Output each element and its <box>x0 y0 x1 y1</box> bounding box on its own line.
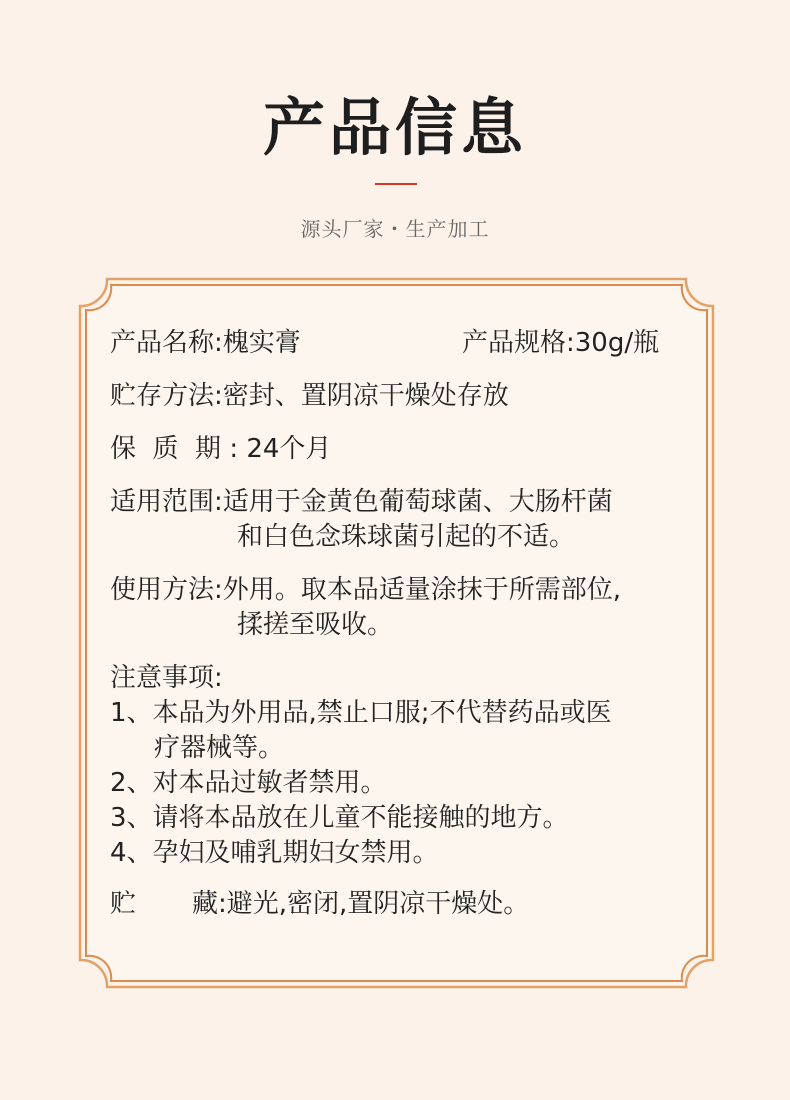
usage-line-2: 揉搓至吸收。 <box>237 610 394 640</box>
storage-row <box>110 887 700 922</box>
note-item-3 <box>110 801 700 836</box>
usage-section <box>110 573 700 643</box>
note-item-2 <box>110 766 700 801</box>
notes-title: 注意事项: <box>110 663 223 693</box>
notes-section <box>110 661 700 871</box>
note-text: 孕妇及哺乳期妇女禁用。 <box>152 838 439 868</box>
note-text-continued: 疗器械等。 <box>154 733 285 763</box>
product-spec: 产品规格:30g/瓶 <box>462 328 660 358</box>
note-number: 2、 <box>110 768 153 798</box>
usage-label: 使用方法: <box>110 575 223 605</box>
note-item-4 <box>110 836 700 871</box>
storage-text: 避光,密闭,置阴凉干燥处。 <box>226 889 530 919</box>
page-title: 产品信息 <box>262 91 527 164</box>
product-info <box>110 326 700 922</box>
note-number: 1、 <box>110 698 153 728</box>
usage-line-1: 外用。取本品适量涂抹于所需部位, <box>222 575 622 605</box>
scope-label: 适用范围: <box>110 487 223 517</box>
storage-method: 贮存方法:密封、置阴凉干燥处存放 <box>110 381 509 411</box>
note-number: 3、 <box>110 803 153 833</box>
scope-line-1: 适用于金黄色葡萄球菌、大肠杆菌 <box>222 487 613 517</box>
note-number: 4、 <box>110 838 153 868</box>
note-text: 请将本品放在儿童不能接触的地方。 <box>152 803 569 833</box>
product-name: 产品名称:槐实膏 <box>110 328 301 358</box>
storage-label-2: 藏: <box>192 889 227 919</box>
title-divider <box>375 183 417 185</box>
name-row <box>110 326 700 361</box>
note-text: 对本品过敏者禁用。 <box>152 768 387 798</box>
shelf-life: 保 质 期 : 24个月 <box>110 434 332 464</box>
storage-label-1: 贮 <box>110 889 137 919</box>
note-item-1 <box>110 696 700 731</box>
page-subtitle: 源头厂家・生产加工 <box>300 217 490 241</box>
note-text: 本品为外用品,禁止口服;不代替药品或医 <box>152 698 612 728</box>
scope-section <box>110 485 700 555</box>
scope-line-2: 和白色念珠球菌引起的不适。 <box>237 522 576 552</box>
